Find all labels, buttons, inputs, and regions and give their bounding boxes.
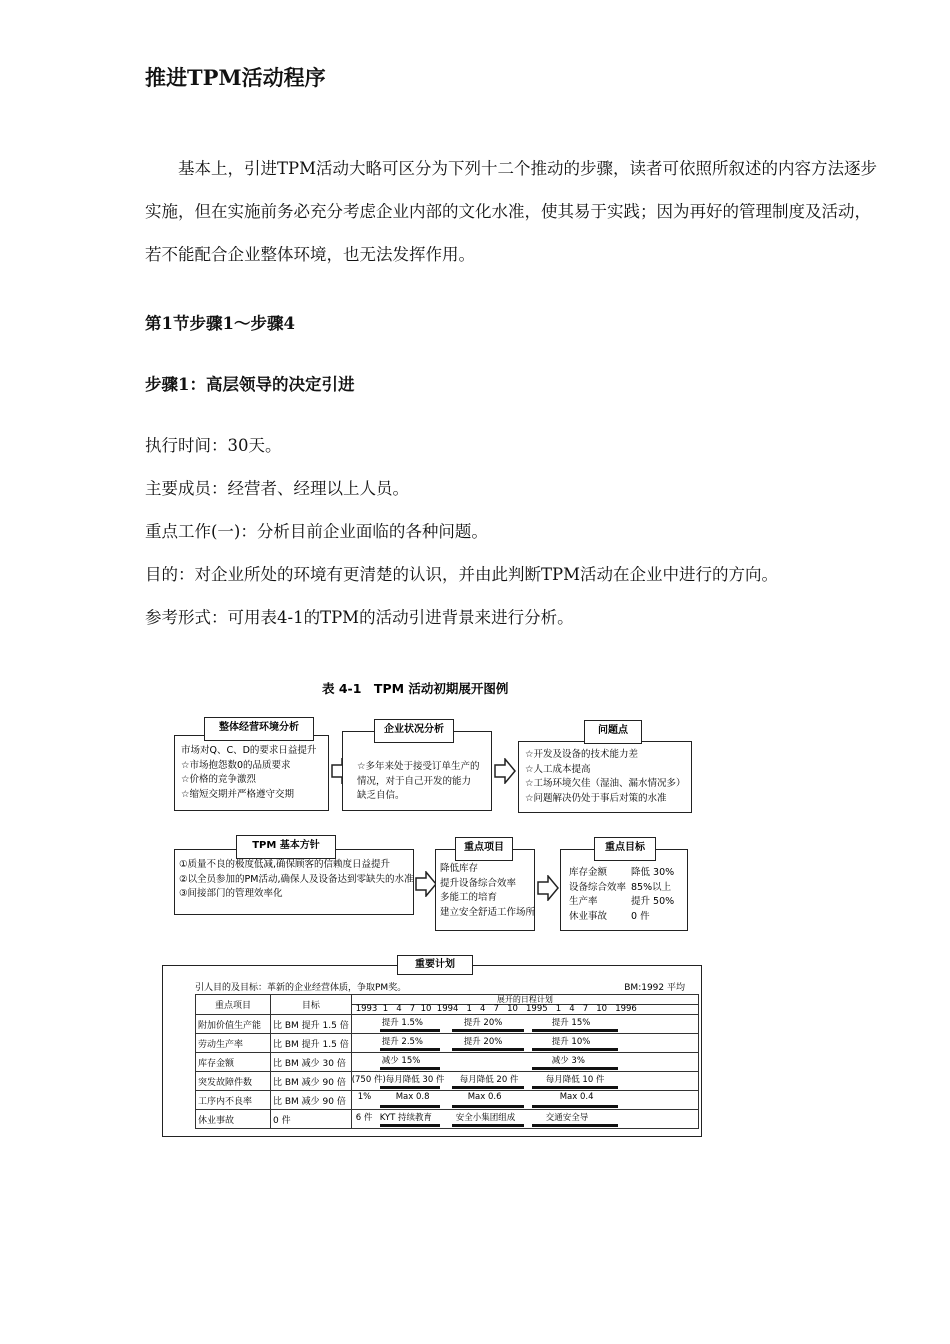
header-target: 目标 bbox=[271, 995, 352, 1015]
table-row bbox=[196, 1110, 699, 1129]
row-phase1: KYT 持续教育 bbox=[379, 1113, 433, 1123]
table-row bbox=[196, 1072, 699, 1091]
row-item: 休业事故 bbox=[196, 1110, 271, 1129]
company-item: 缺乏自信。 bbox=[357, 790, 405, 801]
env-item: ☆缩短交期并严格遵守交期 bbox=[181, 788, 295, 800]
env-label: 整体经营环境分析 bbox=[204, 717, 314, 741]
plan-base: BM:1992 平均 bbox=[624, 983, 685, 993]
row-target: 比 BM 减少 30 倍 bbox=[271, 1053, 352, 1072]
row-pre: 1% bbox=[357, 1092, 372, 1102]
row-phase1: 提升 2.5% bbox=[381, 1037, 423, 1047]
row-phase3: Max 0.4 bbox=[559, 1092, 594, 1102]
phase-bar bbox=[380, 1105, 440, 1108]
row-target: 0 件 bbox=[271, 1110, 352, 1129]
phase-bar bbox=[380, 1048, 440, 1051]
row-pre: 6 件 bbox=[355, 1113, 373, 1123]
section-heading: 第1节步骤1～步骤4 bbox=[145, 314, 295, 333]
step-heading: 步骤1：高层领导的决定引进 bbox=[145, 375, 355, 394]
figure-title: 表 4-1 TPM 活动初期展开图例 bbox=[322, 681, 509, 696]
row-schedule bbox=[351, 1110, 698, 1129]
policy-item: ③间接部门的管理效率化 bbox=[179, 888, 283, 899]
arrow-icon bbox=[537, 875, 559, 901]
row-pre: (750 件) bbox=[351, 1075, 386, 1085]
info-line: 主要成员：经营者、经理以上人员。 bbox=[145, 479, 409, 498]
plan-box bbox=[162, 959, 702, 1137]
row-phase2: 安全小集团组成 bbox=[455, 1113, 516, 1123]
row-target: 比 BM 提升 1.5 倍 bbox=[271, 1034, 352, 1053]
targets-box bbox=[560, 849, 688, 931]
target-row bbox=[569, 866, 674, 881]
policy-item: ①质量不良的极度低减,确保顾客的信赖度日益提升 bbox=[179, 859, 391, 870]
target-row bbox=[569, 881, 674, 896]
intro-paragraph: 基本上，引进TPM活动大略可区分为下列十二个推动的步骤，读者可依照所叙述的内容方法逐步实施，但在实施前务必充分考虑企业内部的文化水准，使其易于实践；因为再好的管理制度及活动，若不能配合企业整体环境，也无法发挥作用。 bbox=[145, 159, 878, 264]
row-item: 劳动生产率 bbox=[196, 1034, 271, 1053]
plan-table bbox=[195, 994, 699, 1129]
tpm-figure bbox=[152, 665, 707, 1145]
phase-bar bbox=[380, 1029, 440, 1032]
info-line: 参考形式：可用表4-1的TPM的活动引进背景来进行分析。 bbox=[145, 608, 574, 627]
row-phase3: 提升 10% bbox=[551, 1037, 591, 1047]
row-phase2: 提升 20% bbox=[463, 1018, 503, 1028]
phase-bar bbox=[532, 1124, 618, 1127]
row-target: 比 BM 提升 1.5 倍 bbox=[271, 1015, 352, 1034]
phase-bar bbox=[380, 1124, 440, 1127]
row-schedule bbox=[351, 1053, 698, 1072]
target-value: 0 件 bbox=[631, 910, 650, 922]
table-row bbox=[196, 1091, 699, 1110]
row-schedule bbox=[351, 1091, 698, 1110]
row-target: 比 BM 减少 90 倍 bbox=[271, 1072, 352, 1091]
company-item: ☆多年来处于接受订单生产的 bbox=[357, 761, 480, 772]
keyitems-label: 重点项目 bbox=[455, 837, 513, 861]
info-line: 重点工作(一)：分析目前企业面临的各种问题。 bbox=[145, 522, 488, 541]
keyitem: 多能工的培育 bbox=[440, 892, 498, 903]
keyitem: 降低库存 bbox=[440, 863, 479, 874]
row-item: 工序内不良率 bbox=[196, 1091, 271, 1110]
phase-bar bbox=[452, 1086, 524, 1089]
target-key: 库存金额 bbox=[569, 867, 608, 878]
targets-label: 重点目标 bbox=[594, 837, 656, 861]
problem-item: ☆工场环境欠佳（湿油、漏水情况多） bbox=[525, 778, 686, 789]
problems-box bbox=[518, 741, 692, 813]
env-item: ☆价格的竞争激烈 bbox=[181, 774, 257, 785]
table-row bbox=[196, 1015, 699, 1034]
header-item: 重点项目 bbox=[196, 995, 271, 1015]
target-value: 85%以上 bbox=[631, 881, 672, 893]
page-title: 推进TPM活动程序 bbox=[145, 65, 326, 90]
header-schedule: 展开的日程计划 1993 1 4 7 10 1994 1 4 7 10 1995 1 4 7 10 1996 bbox=[351, 995, 698, 1015]
row-schedule bbox=[351, 1034, 698, 1053]
row-item: 附加价值生产能 bbox=[196, 1015, 271, 1034]
schedule-years: 1993 1 4 7 10 1994 1 4 7 10 1995 1 4 7 10 1996 bbox=[355, 1004, 637, 1014]
company-item: 情况，对于自己开发的能力 bbox=[357, 775, 472, 787]
policy-label: TPM 基本方针 bbox=[236, 835, 336, 859]
row-phase3: 减少 3% bbox=[551, 1056, 585, 1066]
env-item: 市场对Q、C、D的要求日益提升 bbox=[181, 745, 317, 756]
phase-bar bbox=[452, 1029, 524, 1032]
keyitems-box bbox=[435, 849, 535, 931]
table-row bbox=[196, 1053, 699, 1072]
row-phase1: 提升 1.5% bbox=[381, 1018, 423, 1028]
keyitem: 建立安全舒适工作场所 bbox=[440, 906, 536, 918]
table-row bbox=[196, 1034, 699, 1053]
company-box bbox=[342, 731, 492, 811]
target-value: 降低 30% bbox=[631, 867, 675, 878]
problem-item: ☆人工成本提高 bbox=[525, 763, 591, 775]
row-phase3: 提升 15% bbox=[551, 1018, 591, 1028]
row-phase2: 每月降低 20 件 bbox=[459, 1075, 519, 1085]
row-item: 库存金额 bbox=[196, 1053, 271, 1072]
env-item: ☆市场抱怨数0的品质要求 bbox=[181, 759, 291, 771]
plan-goal-row bbox=[195, 980, 699, 994]
arrow-icon bbox=[494, 758, 516, 784]
row-schedule bbox=[351, 1072, 698, 1091]
target-key: 设备综合效率 bbox=[569, 881, 627, 893]
phase-bar bbox=[452, 1105, 524, 1108]
phase-bar bbox=[532, 1086, 618, 1089]
target-row bbox=[569, 910, 674, 925]
row-phase1: Max 0.8 bbox=[395, 1092, 430, 1102]
phase-bar bbox=[532, 1105, 618, 1108]
phase-bar bbox=[532, 1048, 618, 1051]
problems-label: 问题点 bbox=[584, 720, 642, 744]
arrow-icon bbox=[415, 871, 437, 897]
target-key: 生产率 bbox=[569, 896, 598, 907]
target-value: 提升 50% bbox=[631, 896, 675, 907]
row-phase1: 减少 15% bbox=[381, 1056, 421, 1066]
row-phase3: 每月降低 10 件 bbox=[545, 1075, 605, 1085]
plan-label: 重要计划 bbox=[397, 955, 473, 975]
plan-goal: 引人目的及目标：革新的企业经营体质，争取PM奖。 bbox=[195, 983, 407, 993]
row-schedule bbox=[351, 1015, 698, 1034]
row-phase1: 每月降低 30 件 bbox=[385, 1075, 445, 1085]
row-item: 突发故障件数 bbox=[196, 1072, 271, 1091]
row-phase3: 交通安全导 bbox=[545, 1113, 589, 1123]
keyitem: 提升设备综合效率 bbox=[440, 877, 517, 889]
phase-bar bbox=[380, 1067, 440, 1070]
env-box bbox=[174, 735, 329, 811]
target-key: 休业事故 bbox=[569, 910, 608, 922]
row-target: 比 BM 减少 90 倍 bbox=[271, 1091, 352, 1110]
row-phase2: Max 0.6 bbox=[467, 1092, 502, 1102]
phase-bar bbox=[532, 1029, 618, 1032]
phase-bar bbox=[380, 1086, 440, 1089]
row-phase2: 提升 20% bbox=[463, 1037, 503, 1047]
phase-bar bbox=[452, 1124, 524, 1127]
info-line: 执行时间：30天。 bbox=[145, 436, 282, 455]
problem-item: ☆问题解决仍处于事后对策的水准 bbox=[525, 792, 667, 804]
target-row bbox=[569, 895, 674, 910]
phase-bar bbox=[452, 1048, 524, 1051]
info-line: 目的：对企业所处的环境有更清楚的认识，并由此判断TPM活动在企业中进行的方向。 bbox=[145, 565, 779, 584]
table-header-row bbox=[196, 995, 699, 1015]
policy-item: ②以全员参加的PM活动,确保人及设备达到零缺失的水准 bbox=[179, 873, 414, 885]
phase-bar bbox=[532, 1067, 618, 1070]
company-label: 企业状况分析 bbox=[374, 719, 454, 743]
problem-item: ☆开发及设备的技术能力差 bbox=[525, 749, 639, 760]
